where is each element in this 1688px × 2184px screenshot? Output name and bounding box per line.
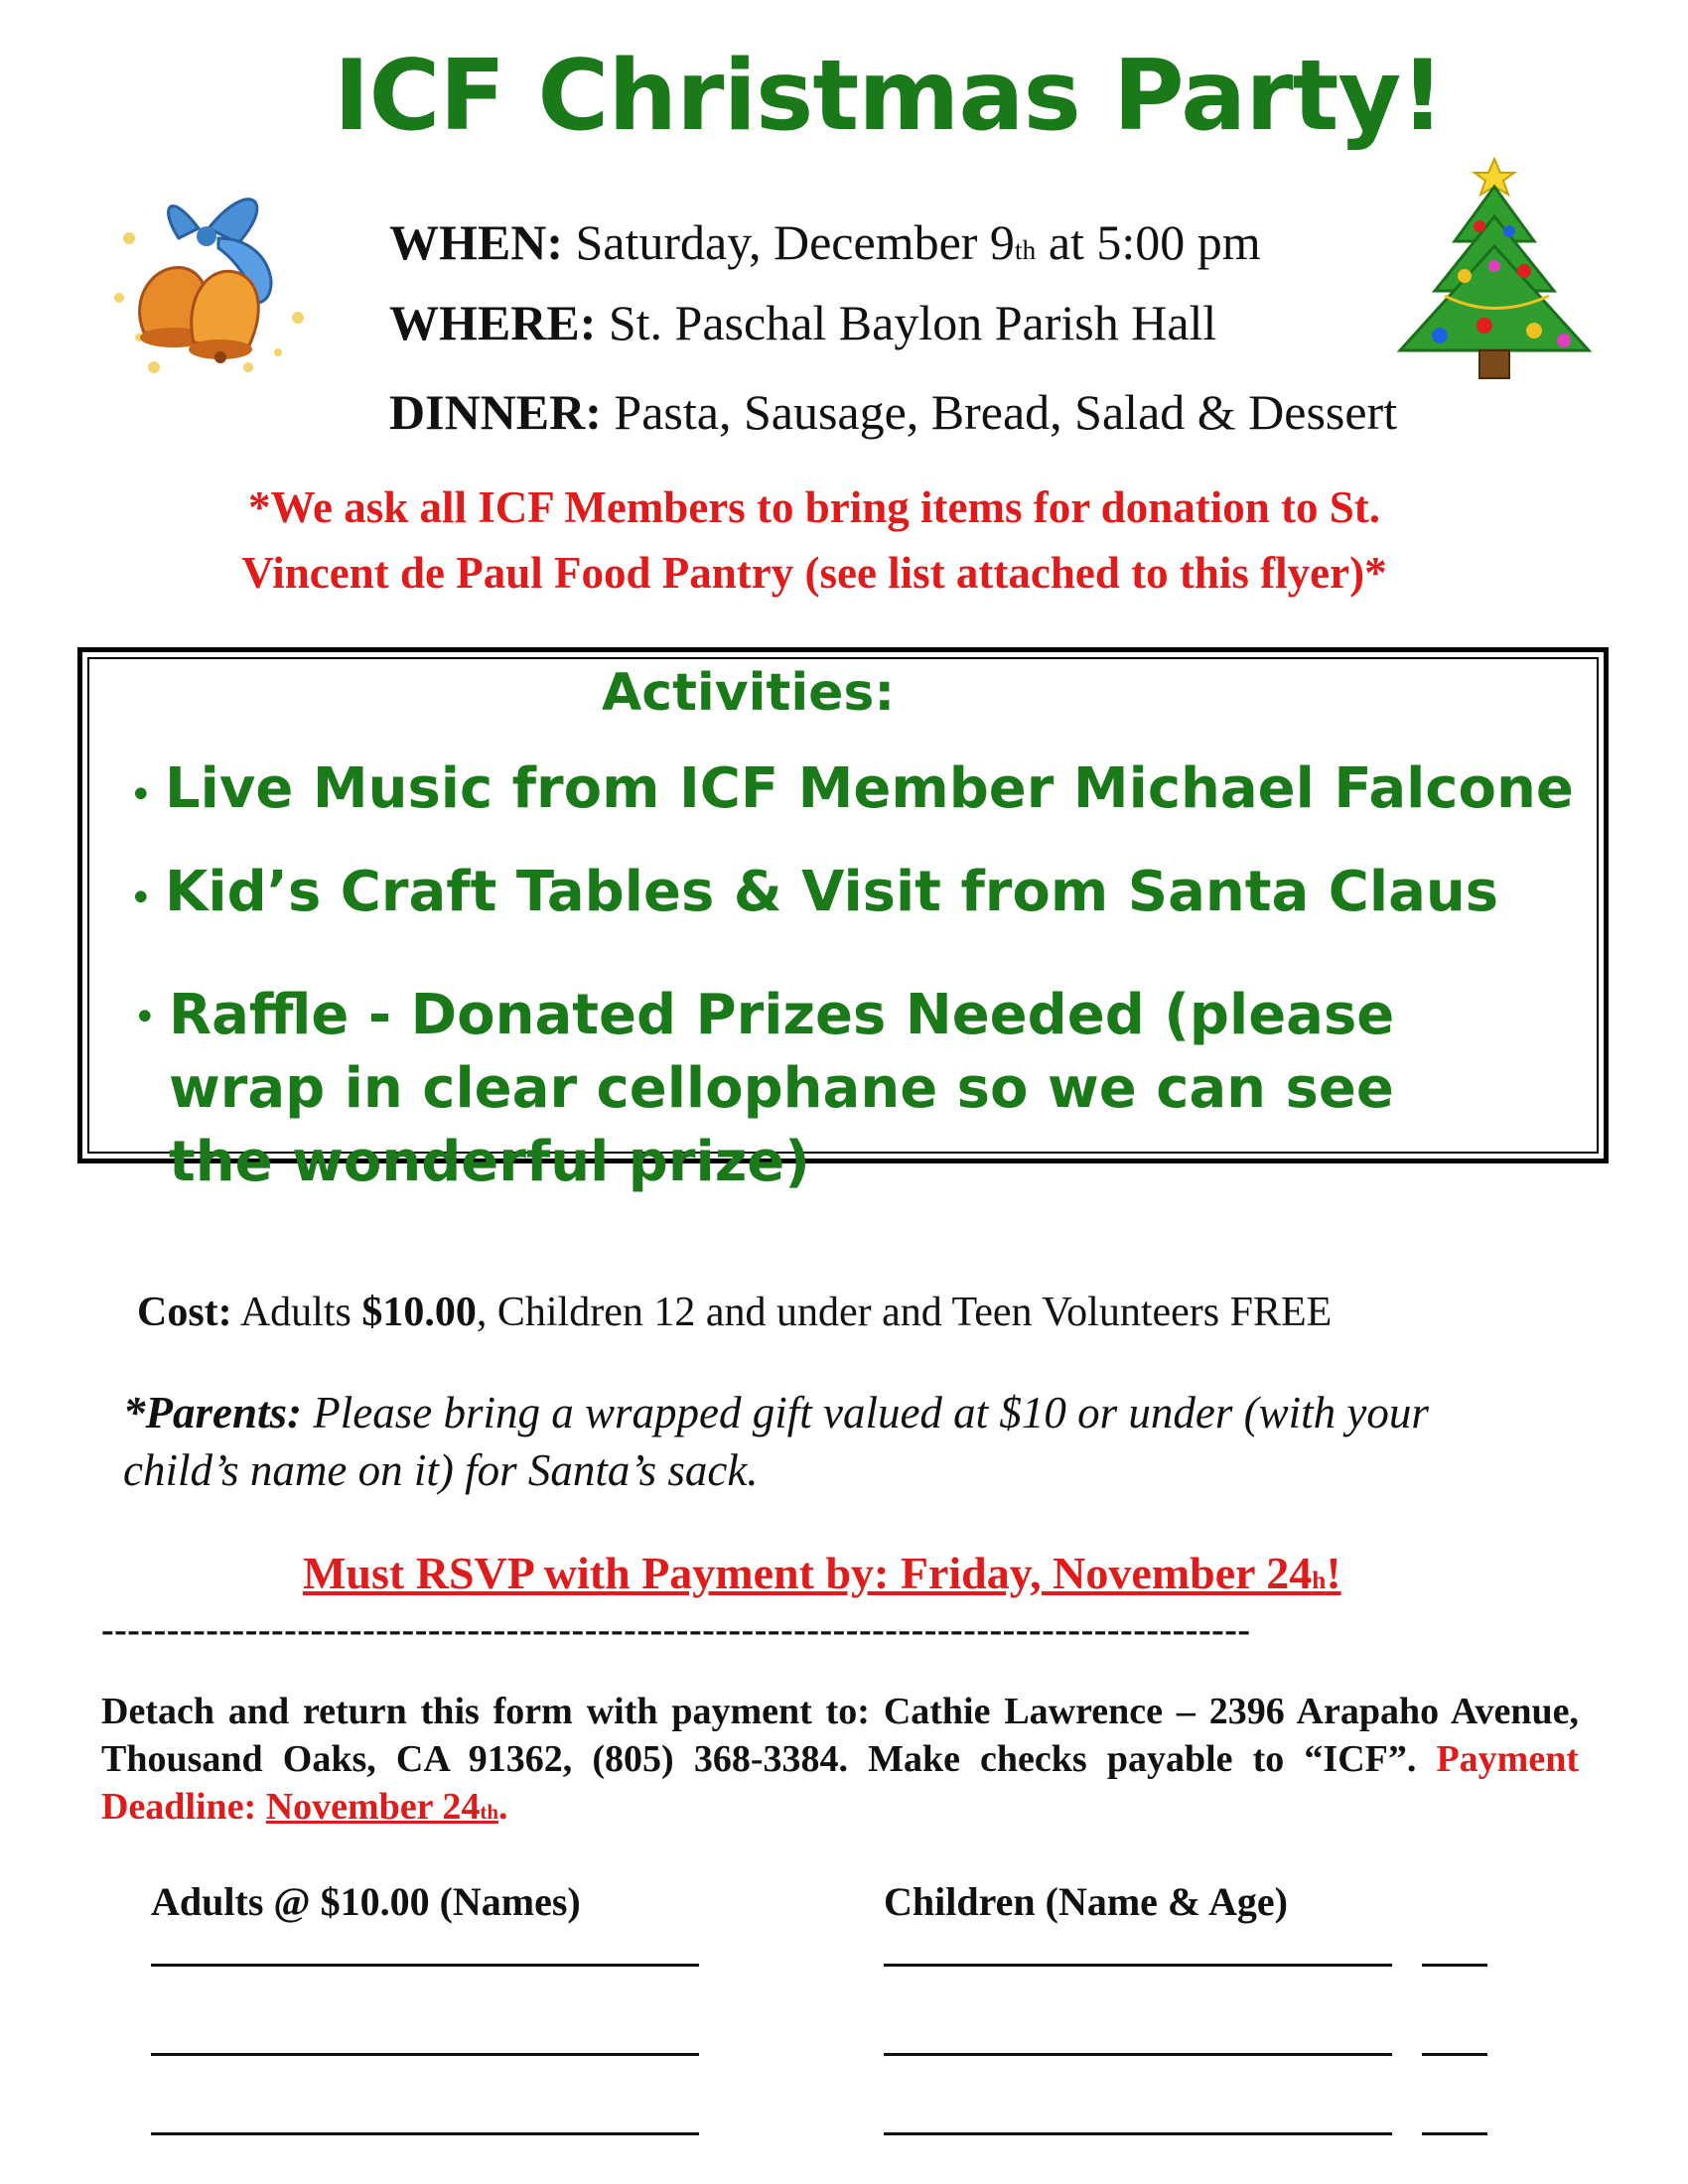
cut-line-divider: ----------------------------------------------------------------------------------------: [101, 1609, 1251, 1651]
rsvp-text: Must RSVP with Payment by: Friday, November 24: [303, 1548, 1313, 1598]
dinner-value: Pasta, Sausage, Bread, Salad & Dessert: [614, 384, 1398, 440]
bullet-icon: •: [133, 995, 157, 1040]
activity-item: Kid’s Craft Tables & Visit from Santa Claus: [165, 860, 1499, 924]
page-title: ICF Christmas Party!: [333, 40, 1444, 153]
detach-instructions: [101, 1688, 1579, 1836]
bullet-icon: •: [129, 772, 153, 818]
child-name-line[interactable]: [884, 2132, 1392, 2135]
donation-note-line-2: Vincent de Paul Food Pantry (see list attached to this flyer)*: [241, 548, 1387, 598]
christmas-tree-icon: [1385, 147, 1604, 385]
when-time: at 5:00 pm: [1036, 214, 1261, 270]
children-label: Children (Name & Age): [884, 1879, 1288, 1924]
where-line: [389, 294, 1216, 351]
when-suffix: th: [1014, 234, 1037, 265]
rsvp-deadline: [303, 1547, 1341, 1599]
parents-label: *Parents:: [123, 1388, 302, 1437]
rsvp-suffix: h: [1312, 1567, 1327, 1594]
parents-text: Please bring a wrapped gift valued at $10 or under (with your child’s name on it) for Santa’s sack.: [123, 1388, 1429, 1495]
rsvp-end: !: [1326, 1548, 1341, 1598]
dinner-line: [389, 383, 1397, 441]
bullet-icon: •: [129, 876, 153, 921]
activities-title: Activities:: [602, 663, 896, 723]
cost-label: Cost:: [137, 1290, 232, 1335]
activity-item: Raffle - Donated Prizes Needed (please wrap in clear cellophane so we can see the wonderful prize): [169, 983, 1395, 1194]
child-name-line[interactable]: [884, 2053, 1392, 2056]
dinner-label: DINNER:: [389, 384, 602, 440]
detach-text: Detach and return this form with payment to: Cathie Lawrence – 2396 Arapaho Avenue, Thousand Oaks, CA 91362, (805) 368-3384. Make checks payable to “ICF”.: [101, 1691, 1579, 1780]
adult-name-line[interactable]: [151, 2053, 699, 2056]
where-value: St. Paschal Baylon Parish Hall: [608, 295, 1217, 350]
when-label: WHEN:: [389, 214, 563, 270]
bells-icon: [99, 169, 318, 387]
child-name-line[interactable]: [884, 1964, 1392, 1967]
activity-item: Live Music from ICF Member Michael Falcone: [165, 756, 1574, 821]
payment-deadline-end: .: [497, 1786, 508, 1828]
when-line: [389, 213, 1261, 271]
cost-text-1: Adults: [231, 1290, 362, 1335]
child-age-line[interactable]: [1422, 2053, 1487, 2056]
donation-note-line-1: *We ask all ICF Members to bring items for donation to St.: [248, 482, 1380, 532]
where-label: WHERE:: [389, 295, 597, 350]
when-value: Saturday, December 9: [575, 214, 1015, 270]
cost-line: [137, 1289, 1332, 1336]
cost-price: $10.00: [361, 1290, 477, 1335]
child-age-line[interactable]: [1422, 1964, 1487, 1967]
payment-deadline-label: Payment Deadline:: [101, 1738, 1579, 1828]
adults-label: Adults @ $10.00 (Names): [151, 1879, 581, 1924]
cost-text-2: , Children 12 and under and Teen Volunteers FREE: [476, 1290, 1333, 1335]
parents-note: [123, 1384, 1533, 1499]
child-age-line[interactable]: [1422, 2132, 1487, 2135]
payment-deadline-date: November 24th: [265, 1786, 498, 1828]
adult-name-line[interactable]: [151, 1964, 699, 1967]
adult-name-line[interactable]: [151, 2132, 699, 2135]
